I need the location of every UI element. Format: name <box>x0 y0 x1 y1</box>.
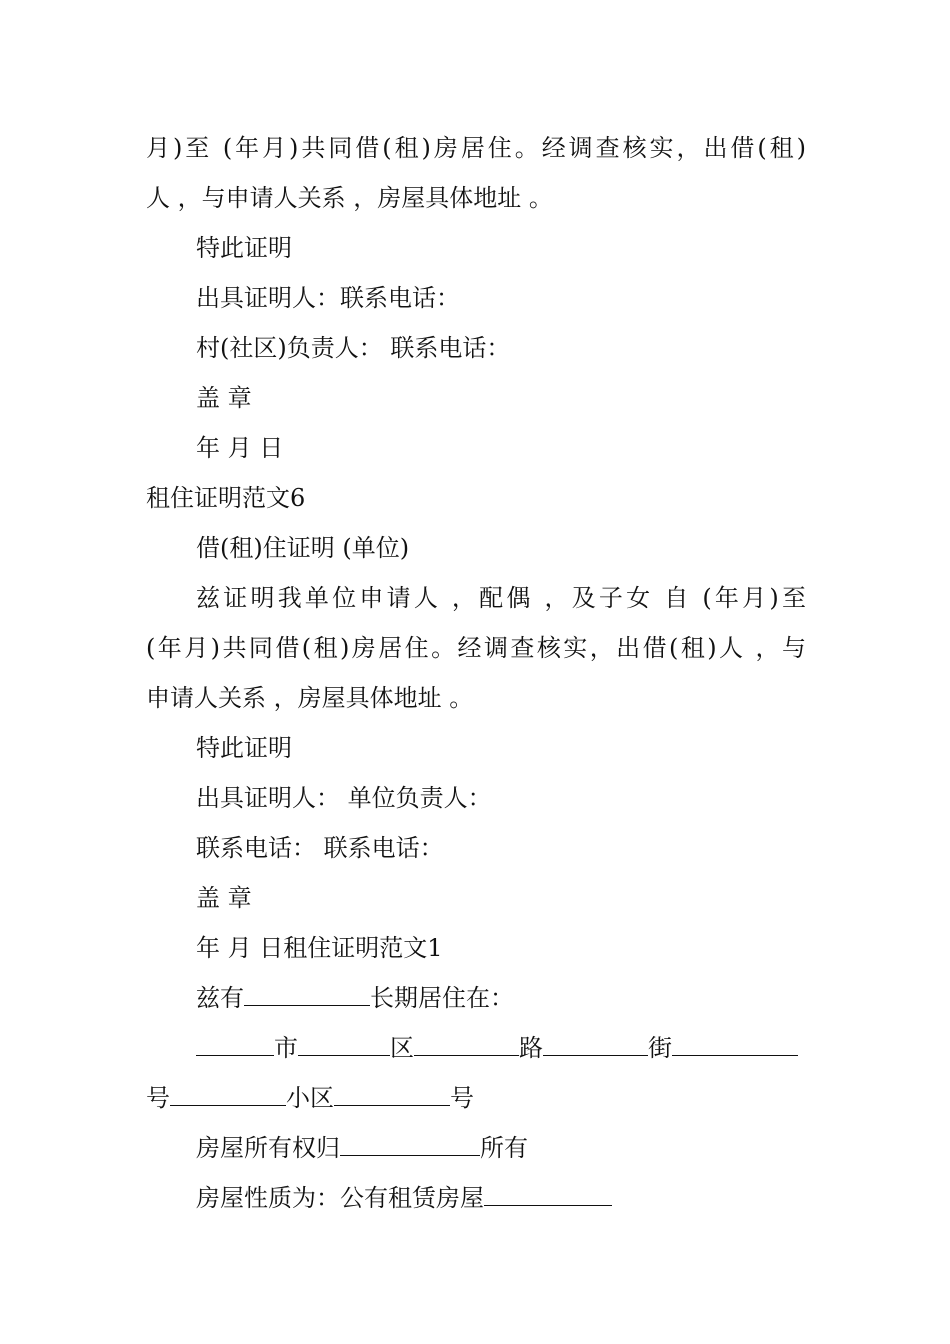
ownership-suffix: 所有 <box>480 1134 528 1162</box>
nature-prefix: 房屋性质为：公有租赁房屋 <box>196 1184 484 1212</box>
community-head-line: 村(社区)负责人： 联系电话： <box>196 334 511 362</box>
date-line: 年 月 日 <box>196 434 284 462</box>
issuer-contact-line: 出具证明人：联系电话： <box>196 284 460 312</box>
district-blank[interactable] <box>298 1033 390 1056</box>
section-heading: 租住证明范文6 <box>146 484 306 512</box>
ownership-line <box>196 1133 856 1163</box>
issuer-unit-head-line: 出具证明人： 单位负责人： <box>196 784 492 812</box>
road-blank[interactable] <box>414 1033 519 1056</box>
residence-prefix: 兹有 <box>196 984 244 1012</box>
property-nature-line <box>196 1183 856 1213</box>
certify-statement: 特此证明 <box>196 234 292 262</box>
road-label: 路 <box>519 1034 543 1062</box>
property-type-blank[interactable] <box>484 1183 612 1206</box>
paragraph-line: 申请人关系 ，房屋具体地址 。 <box>146 684 474 712</box>
building-number-blank[interactable] <box>672 1033 798 1056</box>
city-label: 市 <box>274 1034 298 1062</box>
address-line <box>196 1033 856 1063</box>
seal-line: 盖 章 <box>196 384 252 412</box>
community-label: 小区 <box>286 1084 334 1112</box>
address-line-cont <box>146 1083 806 1113</box>
community-blank[interactable] <box>170 1083 286 1106</box>
ownership-prefix: 房屋所有权归 <box>196 1134 340 1162</box>
number-label: 号 <box>146 1084 170 1112</box>
residence-line <box>196 983 856 1013</box>
residence-suffix: 长期居住在： <box>370 984 514 1012</box>
paragraph-line: (年月)共同借(租)房居住。经调查核实，出借(租)人 ，与 <box>146 634 806 662</box>
date-heading-line: 年 月 日租住证明范文1 <box>196 934 443 962</box>
unit-number-blank[interactable] <box>334 1083 450 1106</box>
paragraph-line: 兹证明我单位申请人 ，配偶 ，及子女 自 (年月)至 <box>196 584 806 612</box>
certificate-title: 借(租)住证明 (单位) <box>196 534 410 562</box>
name-blank[interactable] <box>244 983 370 1006</box>
district-label: 区 <box>390 1034 414 1062</box>
paragraph-line: 人 ，与申请人关系 ，房屋具体地址 。 <box>146 184 553 212</box>
owner-blank[interactable] <box>340 1133 480 1156</box>
certify-statement: 特此证明 <box>196 734 292 762</box>
city-blank[interactable] <box>196 1033 274 1056</box>
seal-line: 盖 章 <box>196 884 252 912</box>
street-blank[interactable] <box>543 1033 648 1056</box>
unit-number-label: 号 <box>450 1084 474 1112</box>
street-label: 街 <box>648 1034 672 1062</box>
paragraph-line: 月)至 (年月)共同借(租)房居住。经调查核实，出借(租) <box>146 134 806 162</box>
contact-phone-line: 联系电话： 联系电话： <box>196 834 444 862</box>
